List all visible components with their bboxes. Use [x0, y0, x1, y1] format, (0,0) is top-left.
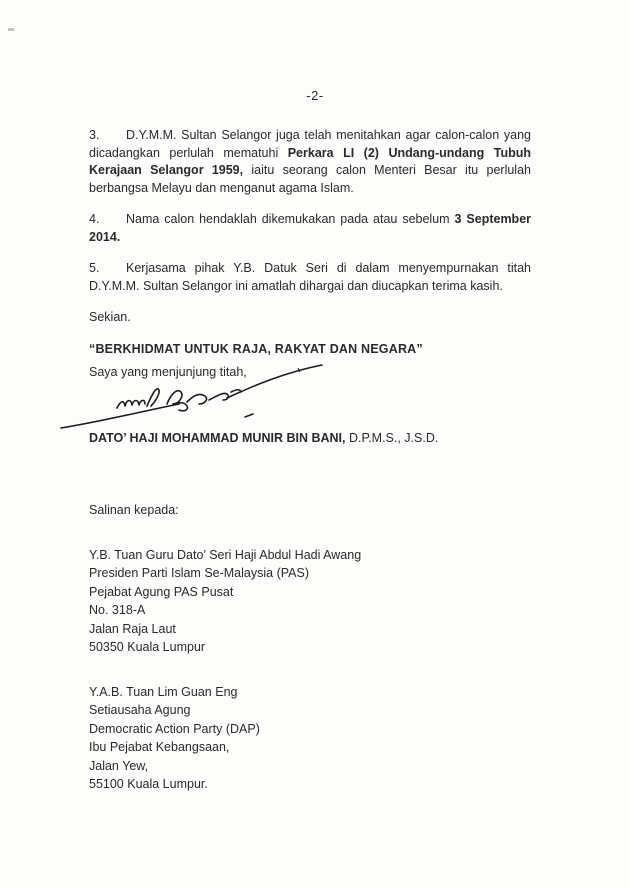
cc-recipient-pas: [89, 546, 531, 657]
paragraph-number: 3.: [89, 128, 100, 142]
paragraph-text: Kerjasama pihak Y.B. Datuk Seri di dalam menyempurnakan titah D.Y.M.M. Sultan Selangor ini amatlah dihargai dan diucapkan terima kasih.: [89, 261, 531, 293]
paragraph-3: [89, 127, 531, 197]
signatory-titles: D.P.M.S., J.S.D.: [345, 430, 439, 445]
paragraph-bold-text: 3 September 2014.: [89, 212, 532, 244]
address-line: 50350 Kuala Lumpur: [89, 640, 206, 654]
address-line: Y.B. Tuan Guru Dato’ Seri Haji Abdul Hadi Awang: [89, 547, 362, 562]
paragraph-number: 5.: [89, 261, 100, 275]
address-line: Setiausaha Agung: [89, 703, 191, 717]
paragraph-text: Nama calon hendaklah dikemukakan pada atau sebelum: [126, 212, 455, 226]
signatory-name: DATO’ HAJI MOHAMMAD MUNIR BIN BANI,: [89, 430, 346, 445]
cc-recipient-dap: [89, 683, 531, 794]
page-number: -2-: [306, 88, 324, 103]
address-line: Democratic Action Party (DAP): [89, 721, 260, 736]
signature-area: [89, 382, 531, 430]
paragraph-5: [89, 260, 531, 295]
paragraph-number: 4.: [89, 212, 100, 226]
paragraph-4: [89, 211, 531, 246]
closing-text: Sekian.: [89, 310, 131, 324]
cc-label: Salinan kepada:: [89, 503, 179, 517]
address-line: 55100 Kuala Lumpur.: [89, 777, 208, 791]
paragraph-text: D.Y.M.M. Sultan Selangor juga telah menitahkan agar calon-calon yang dicadangkan perlulah mematuhi: [89, 128, 531, 160]
address-line: Pejabat Agung PAS Pusat: [89, 584, 234, 599]
address-line: No. 318-A: [89, 603, 146, 617]
signature-image: [59, 362, 359, 432]
address-line: Presiden Parti Islam Se-Malaysia (PAS): [89, 566, 309, 580]
address-line: Ibu Pejabat Kebangsaan,: [89, 740, 230, 754]
address-line: Jalan Yew,: [89, 758, 149, 773]
paragraph-text: iaitu seorang calon Menteri Besar itu perlulah berbangsa Melayu dan menganut agama Islam.: [89, 163, 531, 195]
paragraph-bold-text: Perkara LI (2) Undang-undang Tubuh Kerajaan Selangor 1959,: [89, 145, 531, 177]
signatory-line: [89, 430, 531, 448]
honour-line: Saya yang menjunjung titah,: [89, 365, 247, 379]
scan-mark: [8, 28, 14, 31]
address-line: Y.A.B. Tuan Lim Guan Eng: [89, 684, 238, 699]
motto: “BERKHIDMAT UNTUK RAJA, RAKYAT DAN NEGARA”: [89, 341, 423, 356]
letter-body: [89, 127, 531, 820]
address-line: Jalan Raja Laut: [89, 621, 176, 636]
